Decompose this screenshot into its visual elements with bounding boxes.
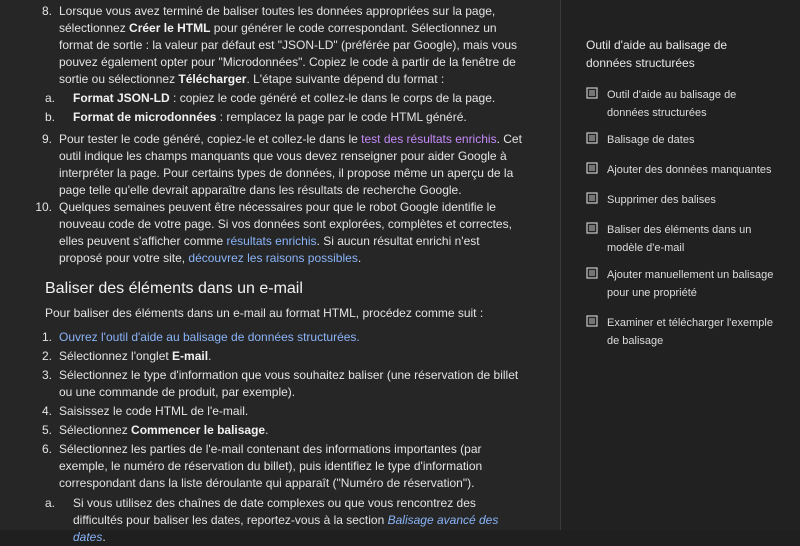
- toc-item-label: Ajouter manuellement un balisage pour une propriété: [607, 269, 774, 299]
- step-10: [0, 199, 560, 267]
- step-text: . Cet outil indique les champs manquants que vous devez renseigner pour aider Google à interpréter la page. Pour certains types de données, il propose même un aperçu de la page telle qu'elle devrait apparaître dans les résultats de recherche Google.: [59, 132, 522, 197]
- substep-a: [45, 495, 522, 546]
- step-9: [0, 131, 560, 199]
- substep-b: [45, 109, 522, 126]
- substep-letter: a.: [45, 496, 56, 510]
- substep-text: : copiez le code généré et collez-le dans le corps de la page.: [169, 91, 496, 105]
- email-step-3: [0, 367, 560, 401]
- step-number: 6.: [41, 442, 52, 456]
- document-list-icon: [586, 222, 598, 234]
- toc-item-label: Baliser des éléments dans un modèle d'e-mail: [607, 224, 752, 254]
- step-text: .: [357, 251, 362, 265]
- step-number: 9.: [41, 132, 52, 146]
- email-step-6: [0, 441, 560, 546]
- rich-results-test-link[interactable]: test des résultats enrichis: [361, 132, 497, 146]
- substep-a: [45, 90, 522, 107]
- toc-item-label: Supprimer des balises: [607, 194, 716, 206]
- substep-letter: a.: [45, 91, 56, 105]
- substep-letter: b.: [45, 110, 56, 124]
- create-html-label: Créer le HTML: [129, 21, 211, 35]
- step-text: .: [265, 423, 269, 437]
- document-list-icon: [586, 192, 598, 204]
- document-list-icon: [586, 132, 598, 144]
- step-text: . L'étape suivante dépend du format :: [246, 72, 445, 86]
- email-section-intro: Pour baliser des éléments dans un e-mail au format HTML, procédez comme suit :: [45, 306, 484, 320]
- start-markup-label: Commencer le balisage: [131, 423, 266, 437]
- step-text: Quelques semaines peuvent être nécessaires pour que le robot Google identifie le nouveau code de votre page. Si vos données sont explorées, complètes et correctes, elles peuvent s'afficher comme: [59, 200, 512, 248]
- toc-item-label: Balisage de dates: [607, 134, 695, 146]
- email-tab-label: E-mail: [172, 349, 209, 363]
- step-text: Sélectionnez: [59, 423, 132, 437]
- substep-text: : remplacez la page par le code HTML généré.: [216, 110, 467, 124]
- table-of-contents: [560, 0, 800, 530]
- download-label: Télécharger: [178, 72, 247, 86]
- toc-item-label: Ajouter des données manquantes: [607, 164, 772, 176]
- step-text: Sélectionnez les parties de l'e-mail contenant des informations importantes (par exemple, le numéro de réservation du billet), puis identifiez le type d'information correspondant dans la liste déroulante qui apparaît ("Numéro de réservation").: [59, 442, 483, 490]
- step-text: pour générer le code correspondant. Sélectionnez un format de sortie : la valeur par défaut est "JSON-LD" (préférée par Google), mais vous pouvez également opter pour "Microdonnées". Copiez le code à partir de la fenêtre de sortie ou sélectionnez: [59, 21, 518, 86]
- step-number: 3.: [41, 368, 52, 382]
- link-text: Balisage avancé des dates: [73, 513, 499, 544]
- step-text: . Si aucun résultat enrichi n'est proposé pour votre site,: [59, 234, 480, 265]
- email-step-5: [0, 422, 560, 439]
- step-number: 8.: [41, 4, 52, 18]
- substep-text: .: [102, 530, 106, 544]
- substep-bold: Format de microdonnées: [73, 110, 217, 124]
- step-text: Sélectionnez le type d'information que vous souhaitez baliser (une réservation de billet ou une commande de produit, par exemple).: [59, 368, 519, 399]
- toc-item-label: Outil d'aide au balisage de données structurées: [607, 89, 737, 119]
- toc-title: Outil d'aide au balisage de données structurées: [586, 38, 728, 70]
- substep-bold: Format JSON-LD: [73, 91, 170, 105]
- step-text: Pour tester le code généré, copiez-le et collez-le dans le: [59, 132, 362, 146]
- email-step-2: [0, 348, 560, 365]
- document-list-icon: [586, 267, 598, 279]
- document-list-icon: [586, 87, 598, 99]
- document-list-icon: [586, 315, 598, 327]
- email-section-heading: Baliser des éléments dans un e-mail: [45, 280, 303, 297]
- open-markup-helper-link[interactable]: Ouvrez l'outil d'aide au balisage de données structurées.: [59, 330, 360, 344]
- toc-item-label: Examiner et télécharger l'exemple de balisage: [607, 317, 773, 347]
- email-step-1: [0, 329, 560, 346]
- step-number: 4.: [41, 404, 52, 418]
- step-8: [0, 3, 560, 126]
- possible-reasons-link[interactable]: découvrez les raisons possibles: [188, 251, 358, 265]
- step-number: 10.: [35, 200, 52, 214]
- email-steps-list: [0, 329, 560, 546]
- rich-results-link[interactable]: résultats enrichis: [226, 234, 317, 248]
- substep-text: Si vous utilisez des chaînes de date complexes ou que vous rencontrez des difficultés pour baliser les dates, reportez-vous à la section: [73, 496, 476, 527]
- step-number: 5.: [41, 423, 52, 437]
- email-step-4: [0, 403, 560, 420]
- step-number: 1.: [41, 330, 52, 344]
- step-text: Saisissez le code HTML de l'e-mail.: [59, 404, 249, 418]
- document-list-icon: [586, 162, 598, 174]
- step-number: 2.: [41, 349, 52, 363]
- step-text: Sélectionnez l'onglet: [59, 349, 173, 363]
- step-text: .: [208, 349, 212, 363]
- step-text: Lorsque vous avez terminé de baliser toutes les données appropriées sur la page, sélectionnez: [59, 4, 496, 35]
